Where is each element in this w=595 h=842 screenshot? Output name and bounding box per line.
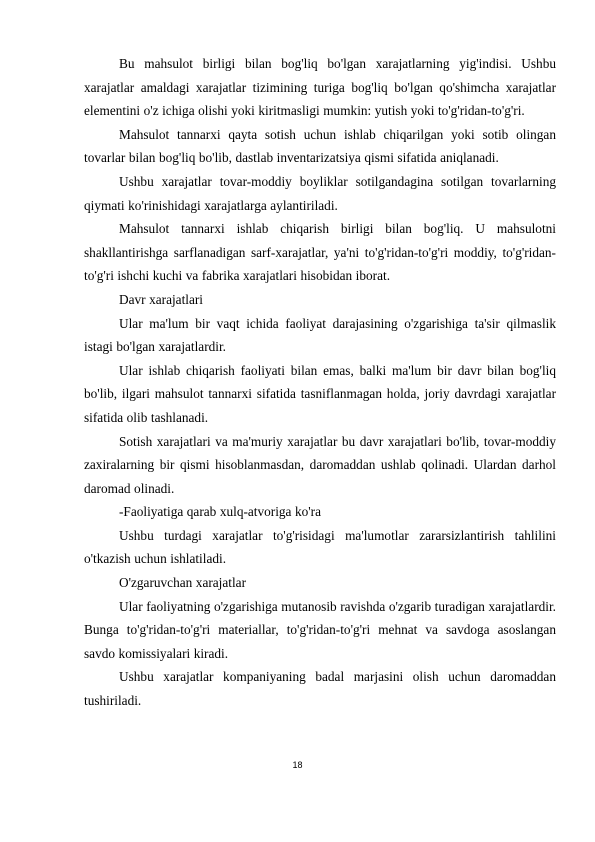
paragraph: Ular faoliyatning o'zgarishiga mutanosib ravishda o'zgarib turadigan xarajatlardir. Bunga to'g'ridan-to'g'ri materiallar, to'g'ridan-to'g'ri mehnat va savdoga asoslangan savdo komissiyalari kiradi. xyxy=(84,598,556,661)
section-heading: Davr xarajatlari xyxy=(119,291,203,307)
paragraph: Ular ma'lum bir vaqt ichida faoliyat darajasining o'zgarishiga ta'sir qilmaslik istagi bo'lgan xarajatlardir. xyxy=(84,315,556,355)
paragraph: Bu mahsulot birligi bilan bog'liq bo'lgan xarajatlarning yig'indisi. Ushbu xarajatlar amaldagi xarajatlar tizimining turiga bog'liq bo'lgan qo'shimcha xarajatlar elementini o'z ichiga olishi yoki kiritmasligi mumkin: yutish yoki to'g'ridan-to'g'ri. xyxy=(84,56,556,119)
paragraph: Ushbu xarajatlar tovar-moddiy boyliklar sotilgandagina sotilgan tovarlarning qiymati ko'rinishidagi xarajatlarga aylantiriladi. xyxy=(84,173,556,213)
paragraph: Ular ishlab chiqarish faoliyati bilan emas, balki ma'lum bir davr bilan bog'liq bo'lib, ilgari mahsulot tannarxi sifatida tasniflanmagan holda, joriy davrdagi xarajatlar sifatida olib tashlanadi. xyxy=(84,362,556,425)
paragraph: Mahsulot tannarxi ishlab chiqarish birligi bilan bog'liq. U mahsulotni shakllantirishga sarflanadigan sarf-xarajatlar, ya'ni to'g'ridan-to'g'ri moddiy, to'g'ridan-to'g'ri ishchi kuchi va fabrika xarajatlari hisobidan iborat. xyxy=(84,221,556,284)
paragraph: Ushbu turdagi xarajatlar to'g'risidagi ma'lumotlar zararsizlantirish tahlilini o'tkazish uchun ishlatiladi. xyxy=(84,527,556,567)
paragraph: Mahsulot tannarxi qayta sotish uchun ishlab chiqarilgan yoki sotib olingan tovarlar bilan bog'liq bo'lib, dastlab inventarizatsiya qismi sifatida aniqlanadi. xyxy=(84,126,556,166)
paragraph: Ushbu xarajatlar kompaniyaning badal marjasini olish uchun daromaddan tushiriladi. xyxy=(84,669,556,709)
document-body xyxy=(84,52,556,713)
paragraph: Sotish xarajatlari va ma'muriy xarajatlar bu davr xarajatlari bo'lib, tovar-moddiy zaxiralarning bir qismi hisoblanmasdan, daromaddan ushlab qolinadi. Ulardan darhol daromad olinadi. xyxy=(84,433,556,496)
page-number: 18 xyxy=(292,760,303,770)
section-heading: -Faoliyatiga qarab xulq-atvoriga ko'ra xyxy=(119,504,322,520)
section-heading: O'zgaruvchan xarajatlar xyxy=(119,575,246,591)
